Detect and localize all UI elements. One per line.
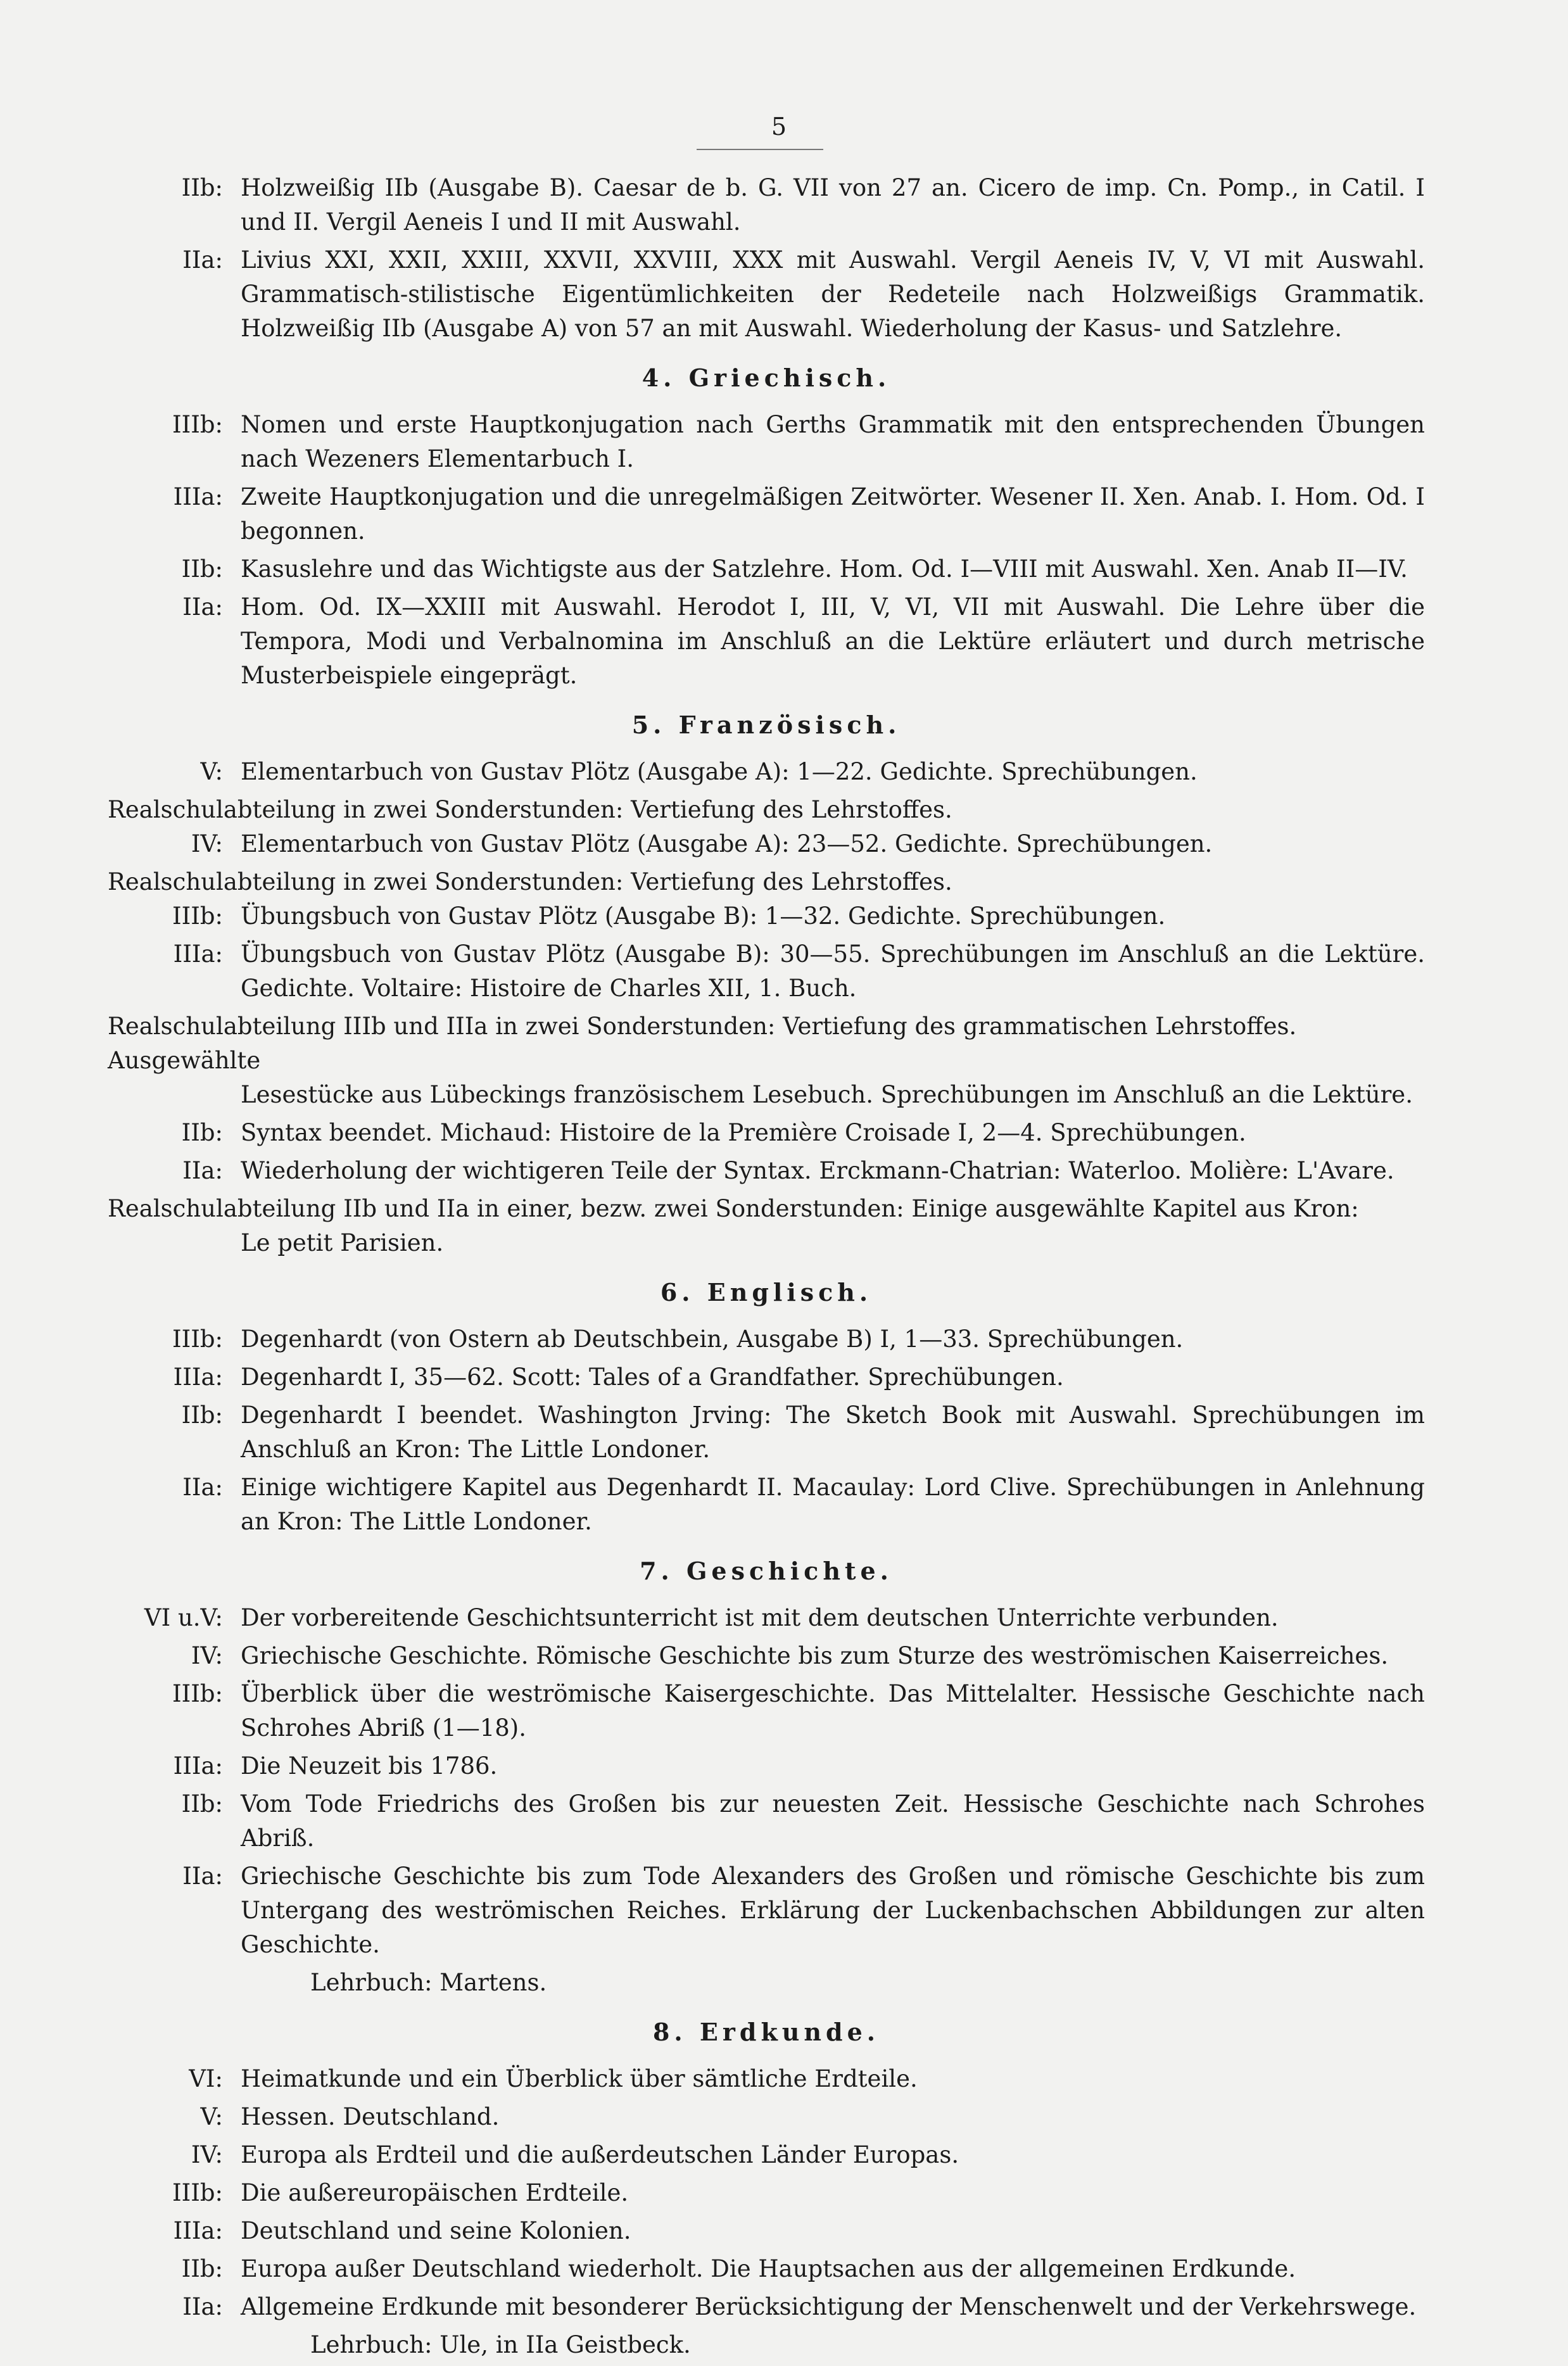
realschul-note-ii-continued: Le petit Parisien. [241,1229,444,1256]
french-entry-iiib [108,899,1425,933]
entry-text: Degenhardt (von Ostern ab Deutschbein, Ausgabe B) I, 1—33. Sprechübungen. [241,1325,1184,1353]
greek-entry-iiib [108,408,1425,476]
entry-text: Zweite Hauptkonjugation und die unregelmäßigen Zeitwörter. Wesener II. Xen. Anab. I. Hom. Od. I begonnen. [241,483,1425,545]
english-entry-iib [108,1398,1425,1467]
class-label: IIIb: [172,1680,223,1707]
english-entry-iiib [108,1322,1425,1357]
class-label: IIb: [181,2255,223,2282]
class-label: V: [200,758,223,785]
class-label: IIa: [182,1863,223,1890]
geography-entry-iia [108,2290,1425,2324]
class-label: IIa: [182,246,223,274]
entry-text: Allgemeine Erdkunde mit besonderer Berücksichtigung der Menschenwelt und der Verkehrswege. [241,2293,1417,2320]
entry-text: Vom Tode Friedrichs des Großen bis zur neuesten Zeit. Hessische Geschichte nach Schrohes Abriß. [241,1790,1425,1852]
geography-entry-iv [108,2138,1425,2172]
history-entry-iib [108,1787,1425,1856]
class-label: IV: [191,2141,223,2168]
class-label: IIIb: [172,2179,223,2206]
latin-entry-iib [108,171,1425,239]
class-label: IIb: [181,555,223,583]
geography-entry-iib [108,2252,1425,2286]
french-entry-iiia [108,937,1425,1006]
geography-textbook: Lehrbuch: Ule, in IIa Geistbeck. [310,2331,691,2358]
class-label: IIIb: [172,1325,223,1353]
entry-text: Einige wichtigere Kapitel aus Degenhardt II. Macaulay: Lord Clive. Sprechübungen in Anlehnung an Kron: The Little Londoner. [241,1474,1425,1535]
section-heading-english: 6. Englisch. [660,1278,873,1306]
class-label: IIa: [182,593,223,621]
geography-entry-iiia [108,2214,1425,2248]
class-label: IIIa: [173,1363,223,1391]
french-entry-v [108,755,1425,789]
entry-text: Heimatkunde und ein Überblick über sämtliche Erdteile. [241,2065,918,2092]
entry-text: Hessen. Deutschland. [241,2103,500,2130]
class-label: IIIb: [172,411,223,438]
page-number-rule [697,149,823,150]
class-label: IIIa: [173,2217,223,2244]
class-label: IIIa: [173,483,223,510]
class-label: IIa: [182,2293,223,2320]
realschul-note-ii: Realschulabteilung IIb und IIa in einer, bezw. zwei Sonderstunden: Einige ausgewählte Kapitel aus Kron: [108,1195,1359,1222]
entry-text: Degenhardt I beendet. Washington Jrving: The Sketch Book mit Auswahl. Sprechübungen im Anschluß an Kron: The Little Londoner. [241,1401,1425,1463]
entry-text: Syntax beendet. Michaud: Histoire de la Première Croisade I, 2—4. Sprechübungen. [241,1119,1246,1146]
entry-text: Kasuslehre und das Wichtigste aus der Satzlehre. Hom. Od. I—VIII mit Auswahl. Xen. Anab II—IV. [241,555,1408,583]
english-entry-iiia [108,1360,1425,1395]
class-label: IIb: [181,1790,223,1818]
geography-entry-v [108,2100,1425,2134]
history-textbook: Lehrbuch: Martens. [310,1969,547,1996]
section-heading-french: 5. Französisch. [631,711,901,739]
history-entry-iv [108,1639,1425,1673]
history-entry-iia [108,1859,1425,1962]
geography-entry-vi [108,2062,1425,2096]
french-entry-iv [108,827,1425,861]
class-label: IV: [191,1642,223,1669]
entry-text: Holzweißig IIb (Ausgabe B). Caesar de b. G. VII von 27 an. Cicero de imp. Cn. Pomp., in Catil. I und II. Vergil Aeneis I und II mit Auswahl. [241,174,1425,236]
greek-entry-iia [108,590,1425,693]
entry-text: Griechische Geschichte bis zum Tode Alexanders des Großen und römische Geschichte bis zum Untergang des weströmischen Reiches. Erklärung der Luckenbachschen Abbildungen zur alten Geschichte. [241,1863,1425,1958]
class-label: IIIb: [172,902,223,930]
entry-text: Die Neuzeit bis 1786. [241,1752,498,1780]
class-label: V: [200,2103,223,2130]
class-label: IIa: [182,1157,223,1184]
class-label: IIa: [182,1474,223,1501]
class-label: VI u.V: [144,1604,223,1631]
page-content [108,171,1425,2366]
class-label: IIIa: [173,940,223,968]
entry-text: Die außereuropäischen Erdteile. [241,2179,629,2206]
entry-text: Deutschland und seine Kolonien. [241,2217,631,2244]
english-entry-iia [108,1471,1425,1539]
entry-text: Nomen und erste Hauptkonjugation nach Gerths Grammatik mit den entsprechenden Übungen nach Wezeners Elementarbuch I. [241,411,1425,472]
entry-text: Elementarbuch von Gustav Plötz (Ausgabe A): 1—22. Gedichte. Sprechübungen. [241,758,1198,785]
entry-text: Wiederholung der wichtigeren Teile der Syntax. Erckmann-Chatrian: Waterloo. Molière: L'Avare. [241,1157,1394,1184]
section-heading-history: 7. Geschichte. [640,1557,893,1585]
class-label: VI: [189,2065,223,2092]
entry-text: Livius XXI, XXII, XXIII, XXVII, XXVIII, XXX mit Auswahl. Vergil Aeneis IV, V, VI mit Auswahl. Grammatisch-stilistische Eigentümlichkeiten der Redeteile nach Holzweißigs Grammatik. Holzweißig IIb (Ausgabe A) von 57 an mit Auswahl. Wiederholung der Kasus- und Satzlehre. [241,246,1425,342]
geography-entry-iiib [108,2176,1425,2210]
latin-entry-iia [108,243,1425,346]
realschul-note-iii-continued: Lesestücke aus Lübeckings französischem Lesebuch. Sprechübungen im Anschluß an die Lektüre. [241,1081,1413,1108]
history-entry-iiib [108,1677,1425,1745]
greek-entry-iib [108,552,1425,586]
realschul-note-iv: Realschulabteilung in zwei Sonderstunden: Vertiefung des Lehrstoffes. [108,868,952,895]
class-label: IIb: [181,174,223,201]
entry-text: Überblick über die weströmische Kaisergeschichte. Das Mittelalter. Hessische Geschichte nach Schrohes Abriß (1—18). [241,1680,1425,1742]
entry-text: Hom. Od. IX—XXIII mit Auswahl. Herodot I, III, V, VI, VII mit Auswahl. Die Lehre über die Tempora, Modi und Verbalnomina im Anschluß an die Lektüre erläutert und durch metrische Musterbeispiele eingeprägt. [241,593,1425,689]
entry-text: Der vorbereitende Geschichtsunterricht ist mit dem deutschen Unterrichte verbunden. [241,1604,1279,1631]
class-label: IV: [191,830,223,857]
history-entry-vi-v [108,1601,1425,1635]
entry-text: Europa als Erdteil und die außerdeutschen Länder Europas. [241,2141,959,2168]
class-label: IIb: [181,1401,223,1429]
french-entry-iia [108,1154,1425,1188]
realschul-note-iii: Realschulabteilung IIIb und IIIa in zwei Sonderstunden: Vertiefung des grammatischen Lehrstoffes. Ausgewählte [108,1013,1297,1074]
section-heading-greek: 4. Griechisch. [642,364,891,392]
entry-text: Europa außer Deutschland wiederholt. Die Hauptsachen aus der allgemeinen Erdkunde. [241,2255,1296,2282]
greek-entry-iiia [108,480,1425,548]
history-entry-iiia [108,1749,1425,1783]
page-number: 5 [771,113,787,141]
entry-text: Griechische Geschichte. Römische Geschichte bis zum Sturze des weströmischen Kaiserreiches. [241,1642,1389,1669]
entry-text: Übungsbuch von Gustav Plötz (Ausgabe B): 30—55. Sprechübungen im Anschluß an die Lektüre. Gedichte. Voltaire: Histoire de Charles XII, 1. Buch. [241,940,1425,1002]
class-label: IIIa: [173,1752,223,1780]
section-heading-geography: 8. Erdkunde. [652,2018,880,2046]
entry-text: Degenhardt I, 35—62. Scott: Tales of a Grandfather. Sprechübungen. [241,1363,1064,1391]
realschul-note-v: Realschulabteilung in zwei Sonderstunden: Vertiefung des Lehrstoffes. [108,796,952,823]
french-entry-iib [108,1116,1425,1150]
class-label: IIb: [181,1119,223,1146]
entry-text: Übungsbuch von Gustav Plötz (Ausgabe B): 1—32. Gedichte. Sprechübungen. [241,902,1166,930]
entry-text: Elementarbuch von Gustav Plötz (Ausgabe A): 23—52. Gedichte. Sprechübungen. [241,830,1213,857]
